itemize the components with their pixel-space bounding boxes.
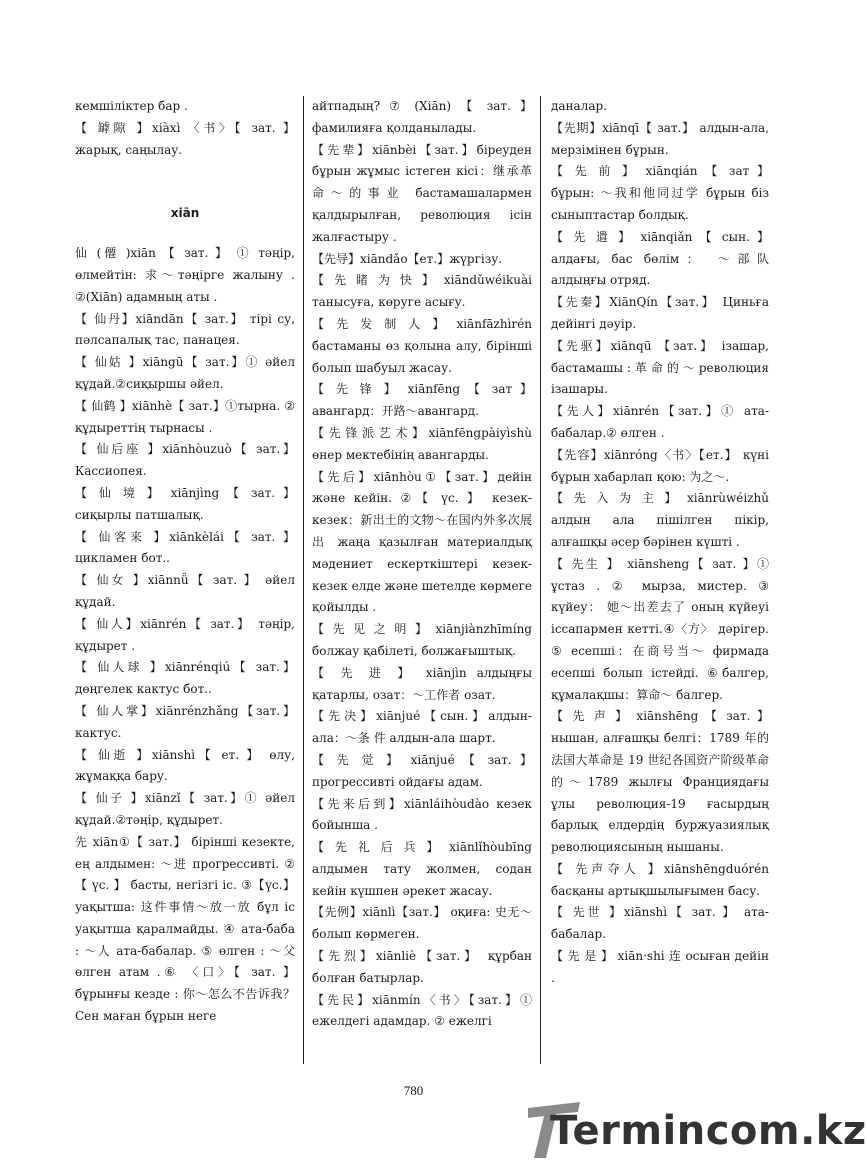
dictionary-entry: 【 仙女 】xiānnǚ【 зат. 】 әйел құдай. bbox=[75, 573, 295, 609]
dictionary-entry: 【 仙鹤 】xiānhè【 зат.】①тырна. ② құдыреттің тырнасы . bbox=[75, 398, 295, 435]
section-heading: xiān bbox=[170, 206, 200, 221]
dictionary-entry: 【先辈】xiānbèi【зат.】біреуден бұрын жұмыс істеген кісі：继承革命～的事业 бастамашалармен қалдырылған, революция ісін жалғастыру . bbox=[312, 142, 532, 244]
dictionary-entry: 【先秦】XiānQín【зат.】 Циньға дейінгі дәуір. bbox=[551, 295, 769, 331]
dictionary-entry: 【先驱】xiānqū 【зат.】 ізашар, бастамашы : 革 命 的 ～ революция ізашары. bbox=[551, 338, 769, 397]
dictionary-entry: 【先人】xiānrén【зат.】① ата-бабалар.② өлген . bbox=[551, 404, 769, 440]
column-3-entries bbox=[551, 96, 769, 990]
dictionary-entry: 【 仙后座 】xiānhòuzuò【 зат.】 Кассиопея. bbox=[75, 442, 295, 479]
column-divider bbox=[303, 96, 304, 1064]
dictionary-entry: 【 先 入 为 主 】 xiānrùwéizhǔ алдын ала пішілген пікір, алғашқы әсер бәрінен күшті . bbox=[551, 491, 769, 549]
dictionary-entry: 【 仙 境 】 xiānjìng 【 зат. 】 сиқырлы патшалық. bbox=[75, 485, 295, 522]
column-divider bbox=[540, 96, 541, 1064]
dictionary-entry: айтпадың? ⑦ (Xiān) 【 зат. 】 фамилияға қолданылады. bbox=[312, 99, 532, 135]
dictionary-entry: 【先后】xiānhòu①【зат.】дейін және кейін. ②【 үс. 】 кезек-кезек：新出土的文物～在国内外多次展出 жаңа қазылған материалдық мәдениет ескерткіштері кезек-кезек елде және шетелде көрмеге қойылды . bbox=[312, 469, 532, 615]
dictionary-entry: 仙 (僊 )xiān 【 зат. 】 ① тәңір, өлмейтін: 求～тәңірге жалыну . ②(Xiān) адамның аты . bbox=[75, 246, 295, 304]
dictionary-entry: 【 仙人球 】xiānrénqiú【 зат.】 дөңгелек кактус бот.. bbox=[75, 660, 295, 697]
dictionary-entry: 【 罅隙 】xiàxì 〈书〉【 зат. 】 жарық, саңылау. bbox=[75, 120, 295, 157]
dictionary-entry: 【 先 锋 】 xiānfēng 【 зат 】 авангард：开路～авангард. bbox=[312, 382, 532, 419]
dictionary-entry: 【 先 礼 后 兵 】 xiānlǐhòubīng алдымен тату жолмен, содан кейін күшпен әрекет жасау. bbox=[312, 840, 532, 898]
column-1 bbox=[75, 96, 295, 1062]
dictionary-entry: 【先锋派艺术】xiānfēngpàiyìshù өнер мектебінің авангарды. bbox=[312, 425, 532, 462]
dictionary-entry: 【 先声夺人 】xiānshēngduórén басқаны артықшылығымен басу. bbox=[551, 861, 769, 898]
dictionary-entry: 【 先 觉 】 xiānjué 【 зат. 】 прогрессивті ойдағы адам. bbox=[312, 752, 532, 789]
dictionary-entry: 【先例】xiānlì【зат.】 оқиға: 史无～болып көрмеген. bbox=[312, 905, 532, 942]
dictionary-entry: 【 仙客来 】xiānkèlái【 зат. 】 цикламен бот.. bbox=[75, 529, 295, 566]
dictionary-entry: 【 先 前 】 xiānqián 【 зат 】 бұрын: ～我和他同过学 бұрын біз сыныптастар болдық. bbox=[551, 164, 769, 222]
dictionary-entry: 【 先 发 制 人 】 xiānfāzhìrén бастаманы өз қолына алу, бірінші болып шабуыл жасау. bbox=[312, 316, 532, 375]
dictionary-entry: 【 仙逝 】xiānshì【 ет. 】 өлу, жұмаққа бару. bbox=[75, 747, 295, 784]
column-3 bbox=[551, 96, 769, 1062]
dictionary-entry: 【先容】xiānróng〈书〉【ет.】 күні бұрын хабарлап қою: 为之～. bbox=[551, 447, 769, 484]
dictionary-entry: 【 仙人掌】xiānrénzhǎng【зат.】 кактус. bbox=[75, 703, 295, 740]
dictionary-entry: 【 先 睹 为 快 】 xiāndǔwéikuài танысуға, көруге асығу. bbox=[312, 273, 532, 310]
page-number: 780 bbox=[403, 1083, 424, 1098]
dictionary-entry: 【先来后到】xiānláihòudào кезек бойынша . bbox=[312, 796, 532, 833]
dictionary-entry: 【 先生 】 xiānsheng【 зат. 】① ұстаз . ② мырза, мистер. ③ күйеу： 她～出差去了 оның күйеуі іссапармен кетті.④〈方〉 дәрігер. ⑤ есепші：在商号当～ фирмада есепші болып істейді. ⑥балгер, құмалақшы：算命～ балгер. bbox=[551, 556, 769, 702]
dictionary-entry: 【 先 声 】 xiānshēng 【 зат. 】 нышан, алғашқы белгі：1789 年的法国大革命是 19 世纪各国资产阶级革命的～1789 жылғы Франциядағы ұлы революция-19 ғасырдың барлық елдердің буржуазиялық революциясының нышаны. bbox=[551, 709, 769, 855]
site-logo-text: Termincom.kz bbox=[550, 1108, 867, 1154]
dictionary-entry: 【 先世 】xiānshì【 зат. 】 ата-бабалар. bbox=[551, 905, 769, 942]
dictionary-entry: 【 仙人】xiānrén【 зат.】 тәңір, құдырет . bbox=[75, 616, 295, 653]
dictionary-entry: 【 先 进 】 xiānjìn алдыңғы қатарлы, озат：～工作者 озат. bbox=[312, 665, 532, 702]
dictionary-entry: кемшіліктер бар . bbox=[75, 99, 188, 113]
dictionary-entry: 【先期】xiānqī【 зат.】 алдын-ала, мерзімінен бұрын. bbox=[551, 120, 769, 157]
dictionary-entry: 【 仙姑 】xiāngū【 зат.】① әйел құдай.②сиқыршы әйел. bbox=[75, 355, 295, 391]
dictionary-entry: 【 先 是 】 xiān·shi 连 осыған дейін . bbox=[551, 949, 769, 985]
dictionary-entry: 【 先 遣 】 xiānqiǎn 【 сын. 】 алдағы, бас бөлім： ～部队 алдыңғы отряд. bbox=[551, 229, 769, 288]
column-2 bbox=[312, 96, 532, 1062]
dictionary-entry: 先 xiān①【 зат.】 бірінші кезекте, ең алдымен: ～进 прогрессивті. ②【 үс. 】 басты, негізгі іс. ③【үс.】 уақытша: 这件事情～放一放 бұл іс уақытша қаралмайды. ④ ата-баба : ～人 ата-бабалар. ⑤ өлген : ～父 өлген атам .⑥ 〈口〉【 зат. 】 бұрынғы кезде : 你～怎么不告诉我？ Сен маған бұрын неге bbox=[75, 834, 295, 1024]
dictionary-entry: 【 仙丹】xiāndān【 зат.】 тірі су, пәлсапалық тас, панацея. bbox=[75, 311, 295, 348]
dictionary-entry: 【先导】xiāndǎo【ет.】жүргізу. bbox=[312, 251, 503, 266]
dictionary-entry: 【先民】xiānmín〈书〉【зат.】① ежелдегі адамдар. ② ежелгі bbox=[312, 992, 532, 1029]
column-2-entries bbox=[312, 96, 532, 1033]
dictionary-entry: 【先烈】xiānliè【зат.】 құрбан болған батырлар. bbox=[312, 949, 532, 985]
dictionary-entry: 【 仙子 】xiānzǐ【 зат.】① әйел құдай.②тәңір, құдырет. bbox=[75, 791, 295, 827]
dictionary-entry: даналар. bbox=[551, 99, 607, 113]
column-1-entries-top bbox=[75, 96, 295, 161]
dictionary-entry: 【 先 见 之 明 】 xiānjiànzhīmíng болжау қабілеті, болжағыштық. bbox=[312, 622, 532, 658]
dictionary-entry: 【 先 决 】 xiānjué 【 сын. 】 алдын-ала：～条 件 алдын-ала шарт. bbox=[312, 709, 532, 746]
column-1-entries bbox=[75, 243, 295, 1028]
